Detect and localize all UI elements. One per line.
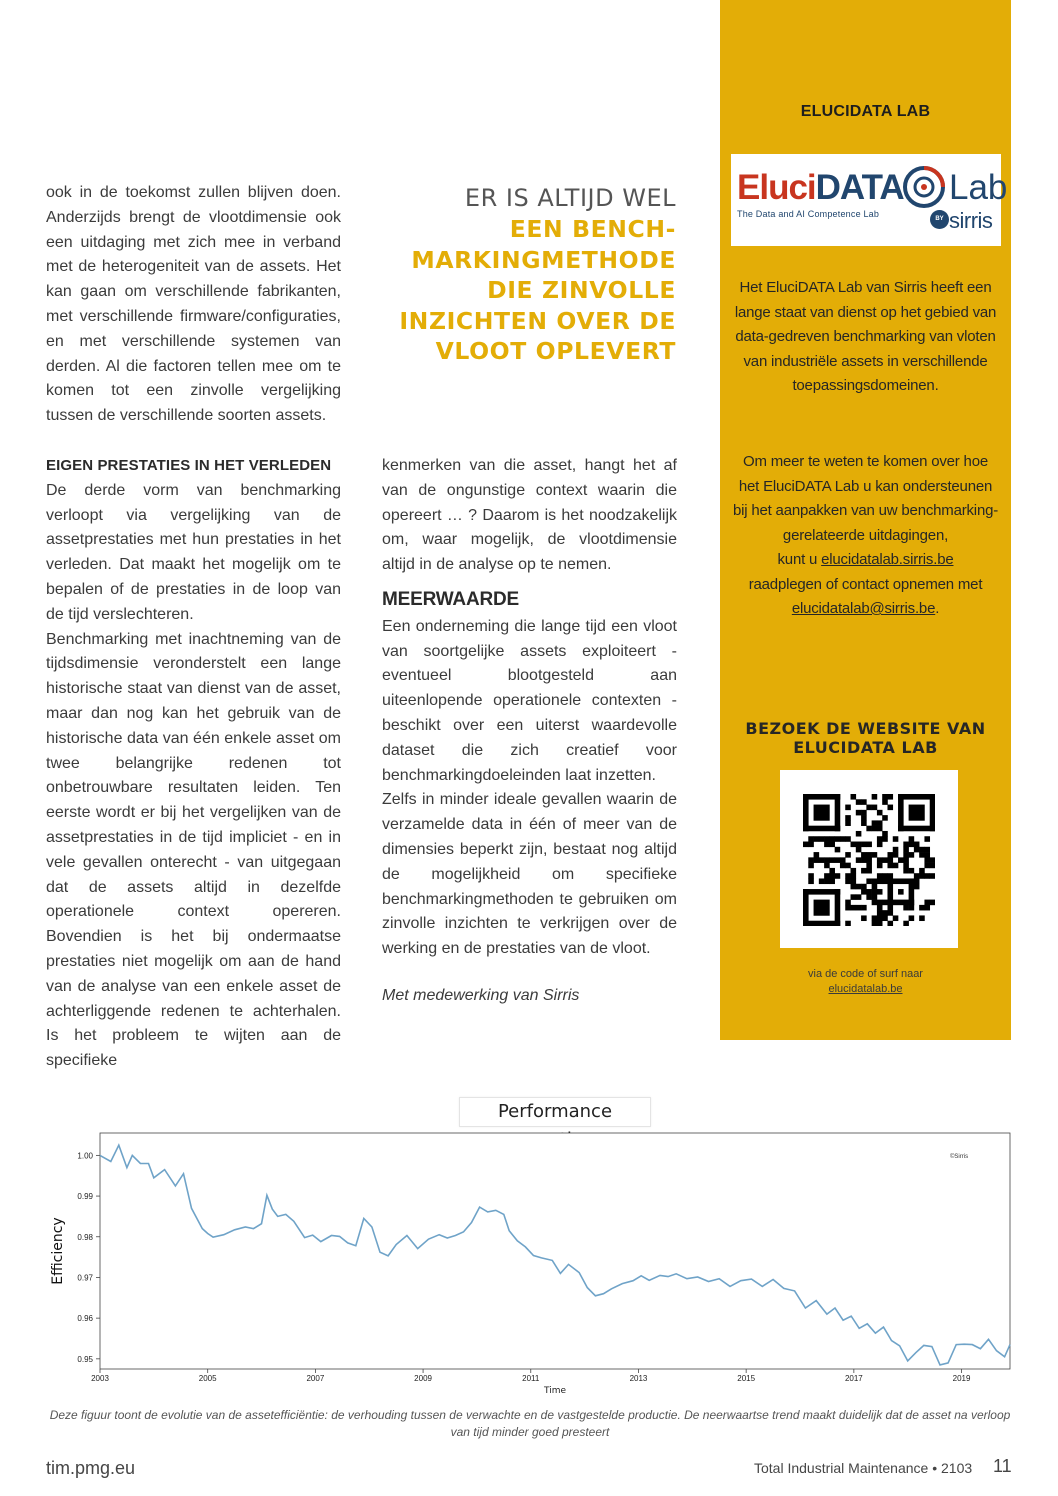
y-axis: [77, 1151, 100, 1363]
section-heading: MEERWAARDE: [382, 588, 519, 610]
credit-line: Met medewerking van Sirris: [382, 986, 580, 1004]
column-2: [382, 454, 677, 1009]
website-link[interactable]: elucidatalab.sirris.be: [821, 551, 954, 568]
qr-code-icon: [803, 794, 935, 926]
sidebar-box: [720, 0, 1011, 1040]
x-tick-label: 2017: [844, 1374, 863, 1383]
y-tick-label: 0.95: [77, 1354, 93, 1364]
sidebar-contact-paragraph: [732, 450, 999, 622]
surf-link[interactable]: elucidatalab.be: [828, 983, 903, 995]
y-tick-label: 0.99: [77, 1192, 93, 1202]
sidebar-paragraph: Het EluciDATA Lab van Sirris heeft een lange staat van dienst op het gebied van data-gedreven benchmarking van vloten van industriële assets in verschillende toepassingsdomeinen.: [734, 279, 997, 394]
chart-title: Performance: [459, 1097, 651, 1127]
logo-sirris: sirris: [949, 208, 993, 233]
sidebar-text: Om meer te weten te komen over hoe het EluciDATA Lab u kan ondersteunen bij het aanpakken van uw benchmarking-gerelateerde uitdagingen,: [732, 453, 999, 544]
sidebar-text: .: [935, 600, 940, 617]
x-tick-label: 2015: [737, 1374, 756, 1383]
y-axis-label: Efficiency: [50, 1217, 66, 1285]
logo-tagline: The Data and AI Competence Lab: [737, 209, 880, 219]
x-tick-label: 2009: [414, 1374, 432, 1383]
y-tick-label: 0.98: [77, 1232, 93, 1242]
surf-text: [720, 967, 1011, 997]
x-tick-label: 2019: [952, 1374, 971, 1383]
sidebar-text: kunt u: [777, 551, 818, 568]
x-tick-label: 2013: [629, 1374, 648, 1383]
qr-code[interactable]: [780, 770, 958, 948]
pull-quote-intro: ER IS ALTIJD WEL: [464, 184, 676, 212]
x-tick-label: 2011: [522, 1374, 540, 1383]
x-tick-label: 2005: [198, 1374, 217, 1383]
y-tick-label: 0.97: [77, 1273, 93, 1283]
paragraph: Een onderneming die lange tijd een vloot van soortgelijke assets exploiteert - eventueel blootgesteld aan uiteenlopende operationele contexten - beschikt over een uiterst waardevolle dataset die zich creatief voor benchmarkingdoeleinden laat inzetten.: [382, 617, 677, 784]
logo-wordmark-part: Eluci: [737, 168, 816, 207]
section-past-performance: [46, 454, 341, 1074]
elucidata-lab-logo: [731, 154, 1008, 246]
x-tick-label: 2003: [91, 1374, 109, 1383]
performance-chart: [40, 1128, 1020, 1398]
logo-wordmark: [737, 168, 904, 208]
logo-wordmark-part: DATA: [815, 168, 904, 207]
email-link[interactable]: elucidatalab@sirris.be: [791, 600, 936, 617]
paragraph: Zelfs in minder ideale gevallen waarin de verzamelde data in één of meer van de dimensies beperkt zijn, bestaat nog altijd de mogelijkheid om specifieke benchmarkingmethoden te gebruiken om zinvolle inzichten te verkrijgen over de werking en de prestaties van de vloot.: [382, 791, 677, 958]
footer-site[interactable]: tim.pmg.eu: [46, 1458, 136, 1478]
footer-publication: Total Industrial Maintenance • 2103: [754, 1460, 973, 1476]
paragraph: De derde vorm van benchmarking verloopt via vergelijking van de assetprestaties met hun prestaties in het verleden. Dat maakt het mogelijk om te bepalen of de prestaties in de loop van de tijd verslechteren.: [46, 481, 341, 623]
page-number: 11: [993, 1456, 1012, 1476]
figure-caption: Deze figuur toont de evolutie van de assetefficiëntie: de verhouding tussen de verwachte en de vastgestelde productie. De neerwaartse trend maakt duidelijk dat de asset na verloop van tijd minder goed presteert: [49, 1408, 1011, 1439]
paragraph: kenmerken van die asset, hangt het af van de ongunstige context waarin die opereert … ? Daarom is het noodzakelijk om, waar mogelijk, de vlootdimensie altijd in de analyse op te nemen.: [382, 457, 677, 574]
chart-watermark: ©Sirris: [950, 1154, 969, 1160]
x-axis-label: Time: [543, 1386, 567, 1396]
logo-wordmark-lab: Lab: [949, 168, 1008, 207]
section-heading: EIGEN PRESTATIES IN HET VERLEDEN: [46, 457, 332, 474]
logo-by-badge: BY: [930, 210, 949, 229]
sidebar-title: ELUCIDATA LAB: [800, 103, 931, 120]
visit-website-heading: BEZOEK DE WEBSITE VAN ELUCIDATA LAB: [745, 719, 986, 757]
column-1-continuation: [46, 181, 341, 429]
surf-label: via de code of surf naar: [808, 968, 923, 980]
plot-area: [100, 1133, 1010, 1369]
pull-quote-highlight: EEN BENCH-MARKINGMETHODE DIE ZINVOLLE INZICHTEN OVER DE VLOOT OPLEVERT: [399, 215, 676, 365]
y-tick-label: 1.00: [77, 1151, 93, 1161]
pull-quote: [372, 183, 676, 367]
sidebar-text: raadplegen of contact opnemen met: [748, 575, 983, 593]
paragraph: ook in de toekomst zullen blijven doen. Anderzijds brengt de vlootdimensie ook een uitdaging met zich mee in verband met de heterogeniteit van de assets. Het kan gaan om verschillende fabrikanten, met verschillende firmware/configuraties, en met verschillende systemen van derden. Al die factoren tellen mee om te komen tot een zinvolle vergelijking tussen de verschillende soorten assets.: [46, 184, 341, 425]
x-tick-label: 2007: [306, 1374, 325, 1383]
y-tick-label: 0.96: [77, 1314, 93, 1324]
paragraph: Benchmarking met inachtneming van de tijdsdimensie veronderstelt een lange historische staat van dienst van de asset, maar dan nog kan het gebruik van de historische data van één enkele asset om twee belangrijke redenen tot onbetrouwbare resultaten leiden. Ten eerste wordt er bij het vergelijken van de assetprestaties in de tijd impliciet - en in vele gevallen onterecht - van uitgegaan dat de assets altijd in dezelfde operationele context opereren. Bovendien is het bij ondermaatse prestaties niet mogelijk om aan de hand van de analyse van een enkele asset de achterliggende redenen te achterhalen. Is het probleem te wijten aan de specifieke: [46, 630, 341, 1070]
logo-target-icon: [901, 164, 947, 210]
x-axis: [91, 1369, 971, 1383]
